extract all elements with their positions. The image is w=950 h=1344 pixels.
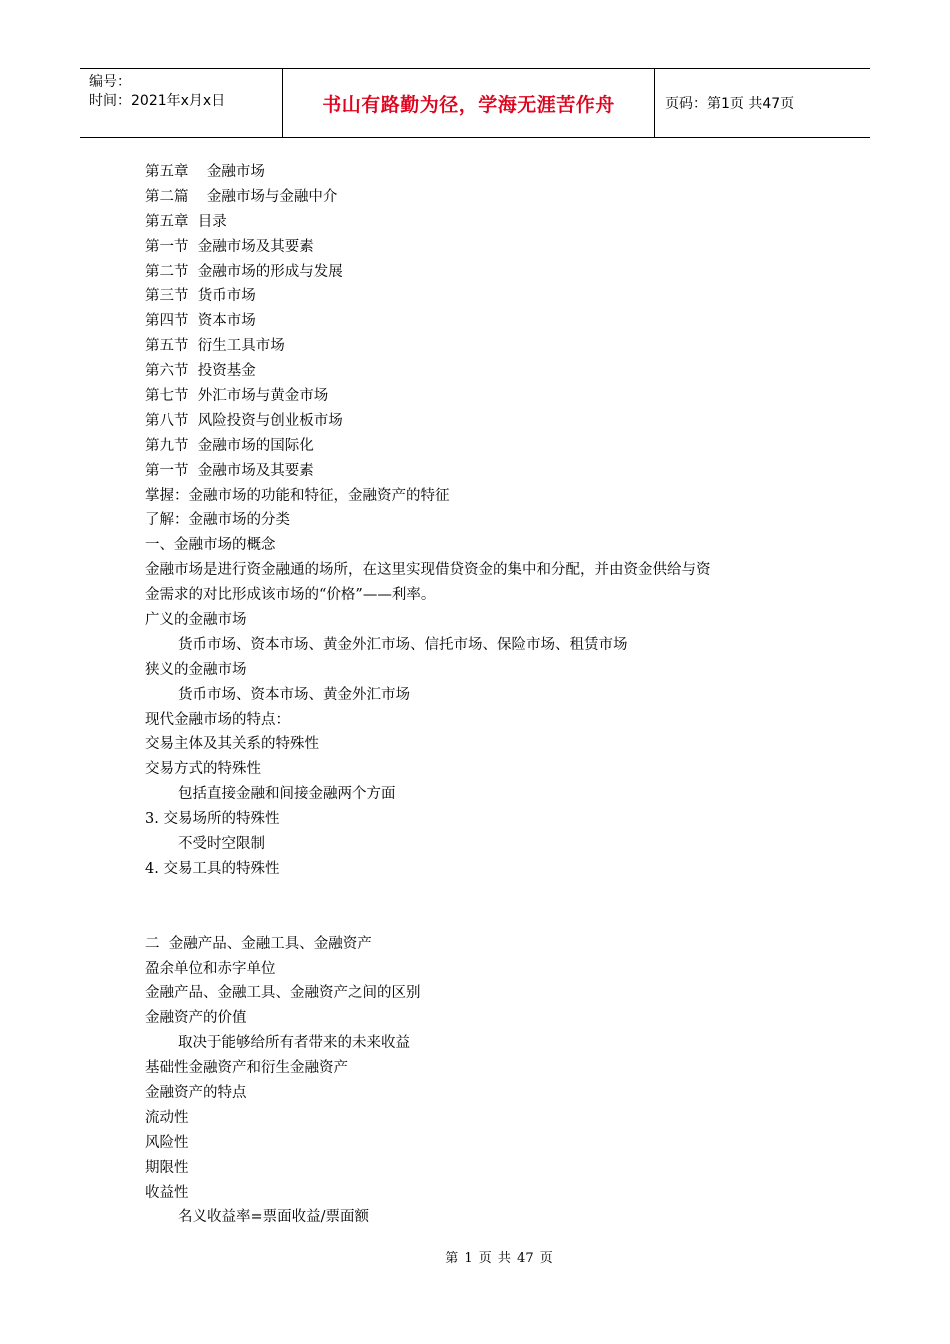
document-body xyxy=(145,160,825,1230)
text-line: 第八节 风险投资与创业板市场 xyxy=(145,412,343,429)
text-line: 一、金融市场的概念 xyxy=(145,537,276,554)
text-line: 第五章 目录 xyxy=(145,213,227,230)
text-line: 基础性金融资产和衍生金融资产 xyxy=(145,1060,348,1077)
text-line: 第一节 金融市场及其要素 xyxy=(145,238,314,255)
text-line: 货币市场、资本市场、黄金外汇市场 xyxy=(178,686,410,703)
text-line: 狭义的金融市场 xyxy=(145,661,247,678)
header-motto: 书山有路勤为径，学海无涯苦作舟 xyxy=(283,69,655,137)
text-line: 第一节 金融市场及其要素 xyxy=(145,462,314,479)
number-label: 编号： xyxy=(89,74,131,90)
text-line: 金需求的对比形成该市场的“价格”——利率。 xyxy=(145,587,436,604)
text-line: 金融资产的特点 xyxy=(145,1084,247,1101)
header-meta xyxy=(80,69,283,137)
text-line: 现代金融市场的特点： xyxy=(145,711,290,728)
blank-line xyxy=(145,907,825,932)
text-line: 收益性 xyxy=(145,1184,189,1201)
text-line: 金融市场是进行资金融通的场所，在这里实现借贷资金的集中和分配，并由资金供给与资 xyxy=(145,562,711,579)
text-line: 流动性 xyxy=(145,1109,189,1126)
text-line: 取决于能够给所有者带来的未来收益 xyxy=(178,1035,410,1052)
text-line: 包括直接金融和间接金融两个方面 xyxy=(178,786,396,803)
text-line: 第二篇 金融市场与金融中介 xyxy=(145,188,338,205)
text-line: 第五章 金融市场 xyxy=(145,164,265,180)
text-line: 交易方式的特殊性 xyxy=(145,761,261,778)
text-line: 盈余单位和赤字单位 xyxy=(145,960,276,977)
text-line: 期限性 xyxy=(145,1159,189,1176)
text-line: 第九节 金融市场的国际化 xyxy=(145,437,314,454)
text-line: 了解：金融市场的分类 xyxy=(145,512,290,529)
text-line: 第七节 外汇市场与黄金市场 xyxy=(145,388,329,405)
text-line: 风险性 xyxy=(145,1134,189,1151)
blank-line xyxy=(145,882,825,907)
text-line: 货币市场、资本市场、黄金外汇市场、信托市场、保险市场、租赁市场 xyxy=(178,636,628,653)
text-line: 第五节 衍生工具市场 xyxy=(145,338,285,355)
text-line: 二 金融产品、金融工具、金融资产 xyxy=(145,935,372,952)
text-line: 金融资产的价值 xyxy=(145,1010,247,1027)
text-line: 广义的金融市场 xyxy=(145,612,247,629)
text-line: 名义收益率=票面收益/票面额 xyxy=(178,1209,370,1226)
text-line: 掌握：金融市场的功能和特征，金融资产的特征 xyxy=(145,487,450,504)
page-header xyxy=(80,68,870,138)
text-line: 第六节 投资基金 xyxy=(145,363,256,380)
text-line: 第四节 资本市场 xyxy=(145,313,256,330)
text-line: 4. 交易工具的特殊性 xyxy=(145,860,280,877)
page-footer: 第 1 页 共 47 页 xyxy=(445,1251,553,1266)
text-line: 交易主体及其关系的特殊性 xyxy=(145,736,319,753)
text-line: 第三节 货币市场 xyxy=(145,288,256,305)
text-line: 不受时空限制 xyxy=(178,836,265,853)
text-line: 第二节 金融市场的形成与发展 xyxy=(145,263,343,280)
time-label: 时间：2021年x月x日 xyxy=(89,93,226,109)
text-line: 金融产品、金融工具、金融资产之间的区别 xyxy=(145,985,421,1002)
text-line: 3. 交易场所的特殊性 xyxy=(145,811,280,828)
header-page-info: 页码：第1页 共47页 xyxy=(665,96,795,112)
